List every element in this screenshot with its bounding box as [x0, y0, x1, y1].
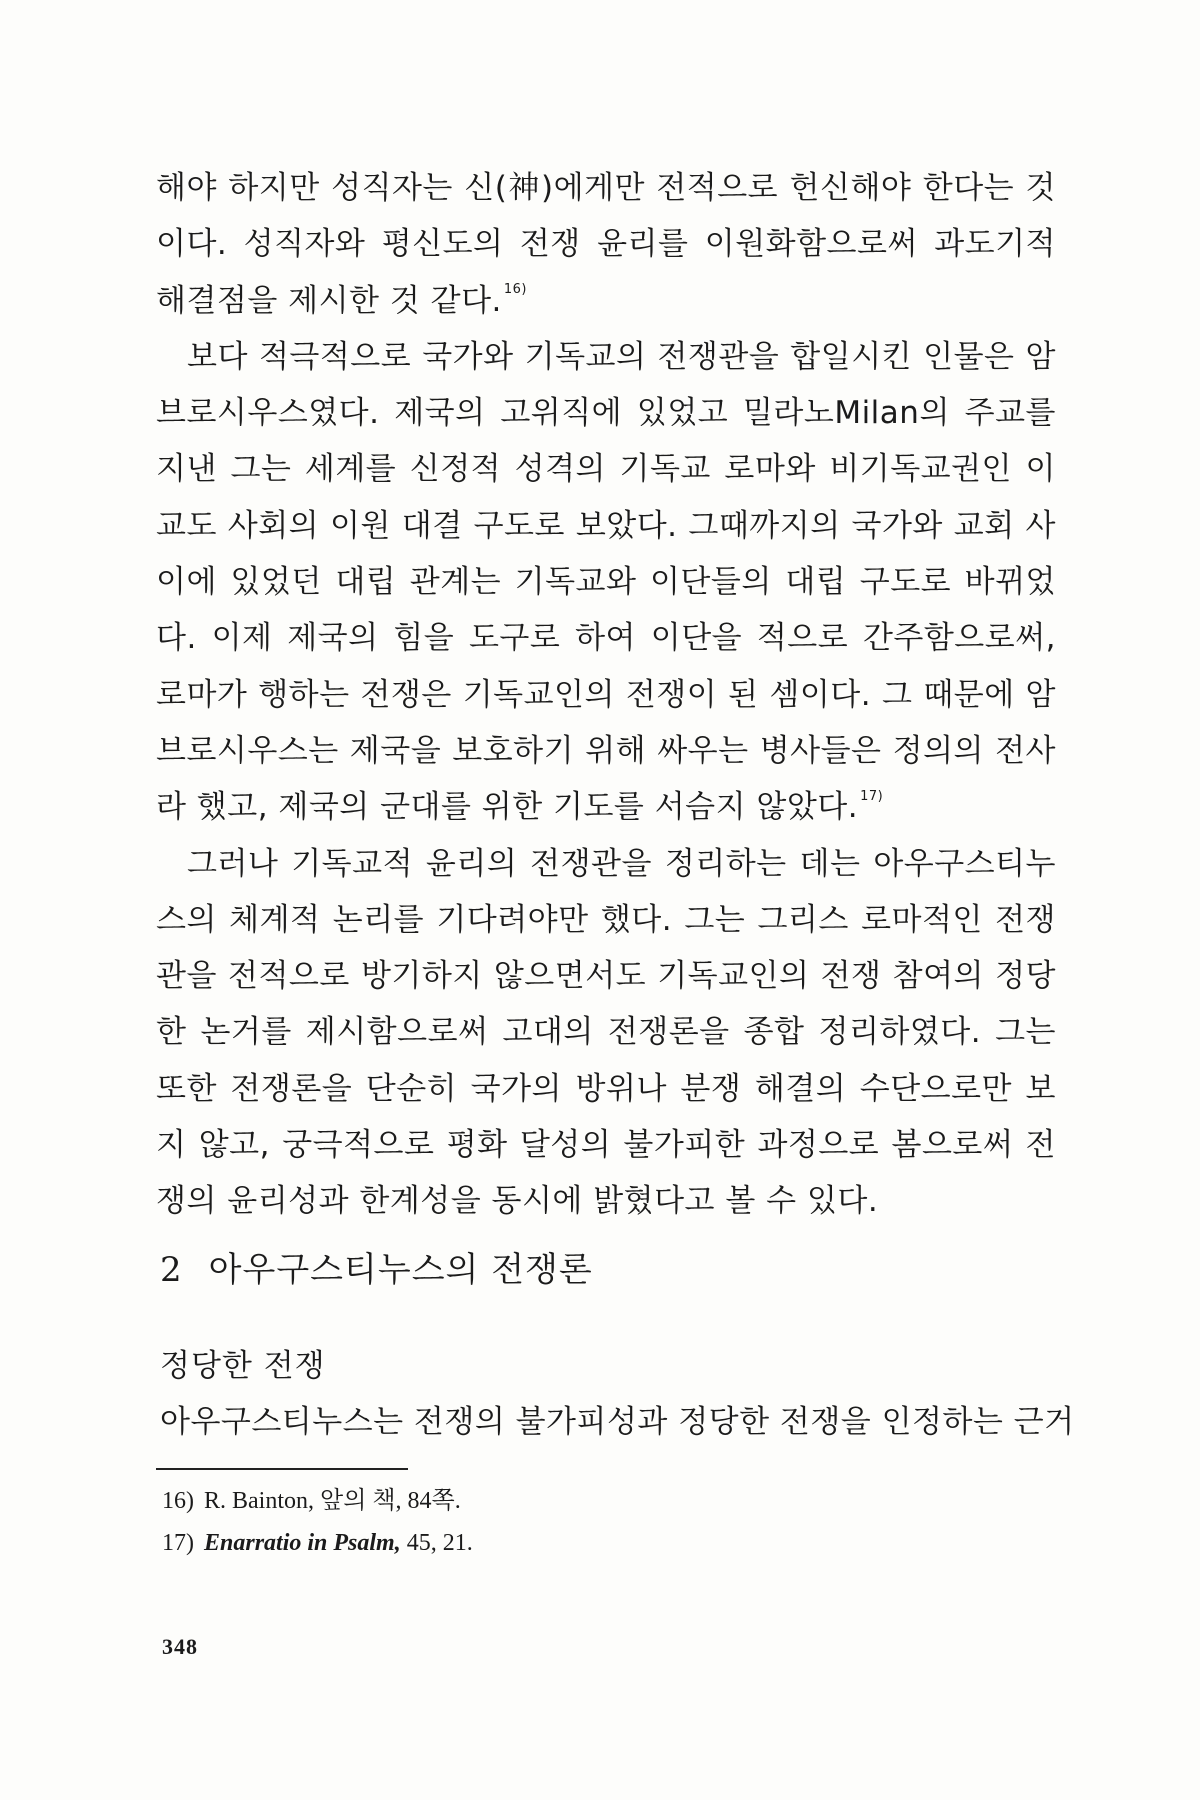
- paragraph-2: [156, 329, 1056, 836]
- paragraph-1: [156, 160, 1056, 329]
- paragraph-3: 그러나 기독교적 윤리의 전쟁관을 정리하는 데는 아우구스티누스의 체계적 논리를 기다려야만 했다. 그는 그리스 로마적인 전쟁관을 전적으로 방기하지 않으면서도 기독교인의 전쟁 참여의 정당한 논거를 제시함으로써 고대의 전쟁론을 종합 정리하였다. 그는 또한 전쟁론을 단순히 국가의 방위나 분쟁 해결의 수단으로만 보지 않고, 궁극적으로 평화 달성의 불가피한 과정으로 봄으로써 전쟁의 윤리성과 한계성을 동시에 밝혔다고 볼 수 있다.: [156, 845, 1056, 1220]
- footnote-ref-16[interactable]: 16): [503, 282, 528, 298]
- footnotes: [162, 1480, 473, 1564]
- footnote-17: [162, 1522, 473, 1564]
- subsection-heading: 정당한 전쟁: [160, 1348, 326, 1384]
- footnote-number: 17): [162, 1530, 194, 1556]
- footnote-work-title: Enarratio in Psalm,: [204, 1530, 401, 1556]
- paragraph-1-text: 해야 하지만 성직자는 신(神)에게만 전적으로 헌신해야 한다는 것이다. 성직자와 평신도의 전쟁 윤리를 이원화함으로써 과도기적 해결점을 제시한 것 같다.: [156, 170, 1056, 319]
- footnote-number: 16): [162, 1488, 194, 1514]
- footnote-ref-17[interactable]: 17): [860, 788, 884, 804]
- section-title: 아우구스티누스의 전쟁론: [208, 1250, 593, 1290]
- subsection-first-line: 아우구스티누스는 전쟁의 불가피성과 정당한 전쟁을 인정하는 근거: [160, 1404, 1075, 1440]
- section-number: 2: [160, 1250, 183, 1290]
- footnote-text: R. Bainton, 앞의 책, 84쪽.: [204, 1488, 461, 1514]
- footnote-16: [162, 1480, 473, 1522]
- body-text: [156, 160, 1056, 1230]
- page-number: 348: [162, 1634, 198, 1659]
- paragraph-2-text: 보다 적극적으로 국가와 기독교의 전쟁관을 합일시킨 인물은 암브로시우스였다. 제국의 고위직에 있었고 밀라노Milan의 주교를 지낸 그는 세계를 신정적 성격의 기독교 로마와 비기독교권인 이교도 사회의 이원 대결 구도로 보았다. 그때까지의 국가와 교회 사이에 있었던 대립 관계는 기독교와 이단들의 대립 구도로 바뀌었다. 이제 제국의 힘을 도구로 하여 이단을 적으로 간주함으로써, 로마가 행하는 전쟁은 기독교인의 전쟁이 된 셈이다. 그 때문에 암브로시우스는 제국을 보호하기 위해 싸우는 병사들은 정의의 전사라 했고, 제국의 군대를 위한 기도를 서슴지 않았다.: [156, 338, 1056, 826]
- section-heading: [160, 1242, 593, 1291]
- footnote-divider: [156, 1468, 408, 1470]
- footnote-text: 45, 21.: [400, 1530, 473, 1556]
